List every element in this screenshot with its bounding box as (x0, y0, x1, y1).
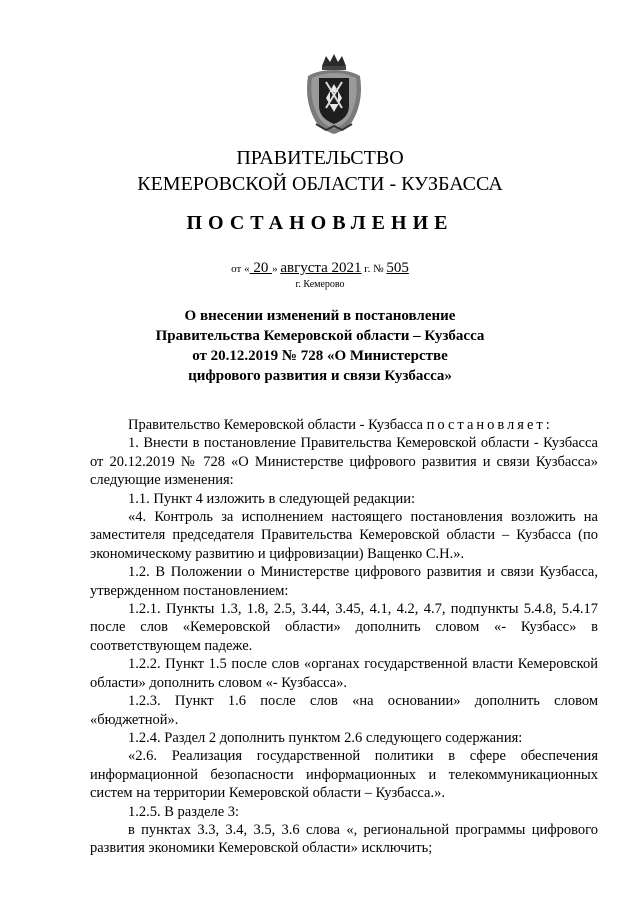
date-month-year: августа 2021 (280, 260, 362, 276)
paragraph: «2.6. Реализация государственной политики в сфере обеспечения информационной безопасности информационных и телекоммуникационных систем на территории Кемеровской области – Кузбасса.». (90, 748, 598, 802)
date-number-line (0, 260, 640, 277)
paragraph: 1.2.3. Пункт 1.6 после слов «на основании» дополнить словом «бюджетной». (90, 693, 598, 728)
title-line: Правительства Кемеровской области – Кузбасса (155, 328, 485, 344)
date-prefix: от « (231, 263, 250, 275)
document-type: ПОСТАНОВЛЕНИЕ (186, 212, 454, 234)
paragraph: 1.2.5. В разделе 3: (128, 803, 240, 820)
paragraph: 1.2. В Положении о Министерстве цифрового развития и связи Кузбасса, утвержденном постановлением: (90, 564, 598, 599)
paragraph: 1. Внести в постановление Правительства Кемеровской области - Кузбасса от 20.12.2019 № 728 «О Министерстве цифрового развития и связи Кузбасса» следующие изменения: (90, 435, 598, 489)
paragraph: в пунктах 3.3, 3.4, 3.5, 3.6 слова «, региональной программы цифрового развития экономики Кемеровской области» исключить; (90, 821, 598, 857)
document-number: 505 (386, 260, 409, 276)
org-name-line1: ПРАВИТЕЛЬСТВО (236, 147, 404, 169)
title-line: от 20.12.2019 № 728 «О Министерстве (192, 348, 448, 364)
paragraph: 1.2.2. Пункт 1.5 после слов «органах государственной власти Кемеровской области» дополнить словом «- Кузбасса». (90, 656, 598, 691)
decree-word: постановляет: (426, 417, 553, 433)
date-year-suffix: г. № (361, 263, 387, 275)
paragraph: 1.2.1. Пункты 1.3, 1.8, 2.5, 3.44, 3.45, 4.1, 4.2, 4.7, подпункты 5.4.8, 5.4.17 после слов «Кемеровской области» дополнить словом «- Кузбасс» в соответствующем падеже. (90, 601, 598, 654)
city: г. Кемерово (295, 279, 345, 290)
paragraph: «4. Контроль за исполнением настоящего постановления возложить на заместителя председателя Правительства Кемеровской области – Кузбасса (по экономическому развитию и цифровизации) Ващенко С.Н.». (90, 509, 598, 562)
coat-of-arms-icon (302, 52, 366, 136)
document-body (90, 416, 598, 858)
title-line: цифрового развития и связи Кузбасса» (188, 368, 452, 384)
date-day: 20 (249, 260, 273, 276)
preamble-text: Правительство Кемеровской области - Кузбасса (128, 417, 427, 433)
date-mid: » (272, 263, 281, 275)
paragraph-preamble (90, 416, 598, 434)
paragraph: 1.1. Пункт 4 изложить в следующей редакции: (128, 490, 416, 507)
paragraph: 1.2.4. Раздел 2 дополнить пунктом 2.6 следующего содержания: (128, 729, 523, 746)
document-title (100, 306, 540, 386)
org-name-line2: КЕМЕРОВСКОЙ ОБЛАСТИ - КУЗБАССА (137, 173, 503, 195)
title-line: О внесении изменений в постановление (184, 308, 456, 324)
